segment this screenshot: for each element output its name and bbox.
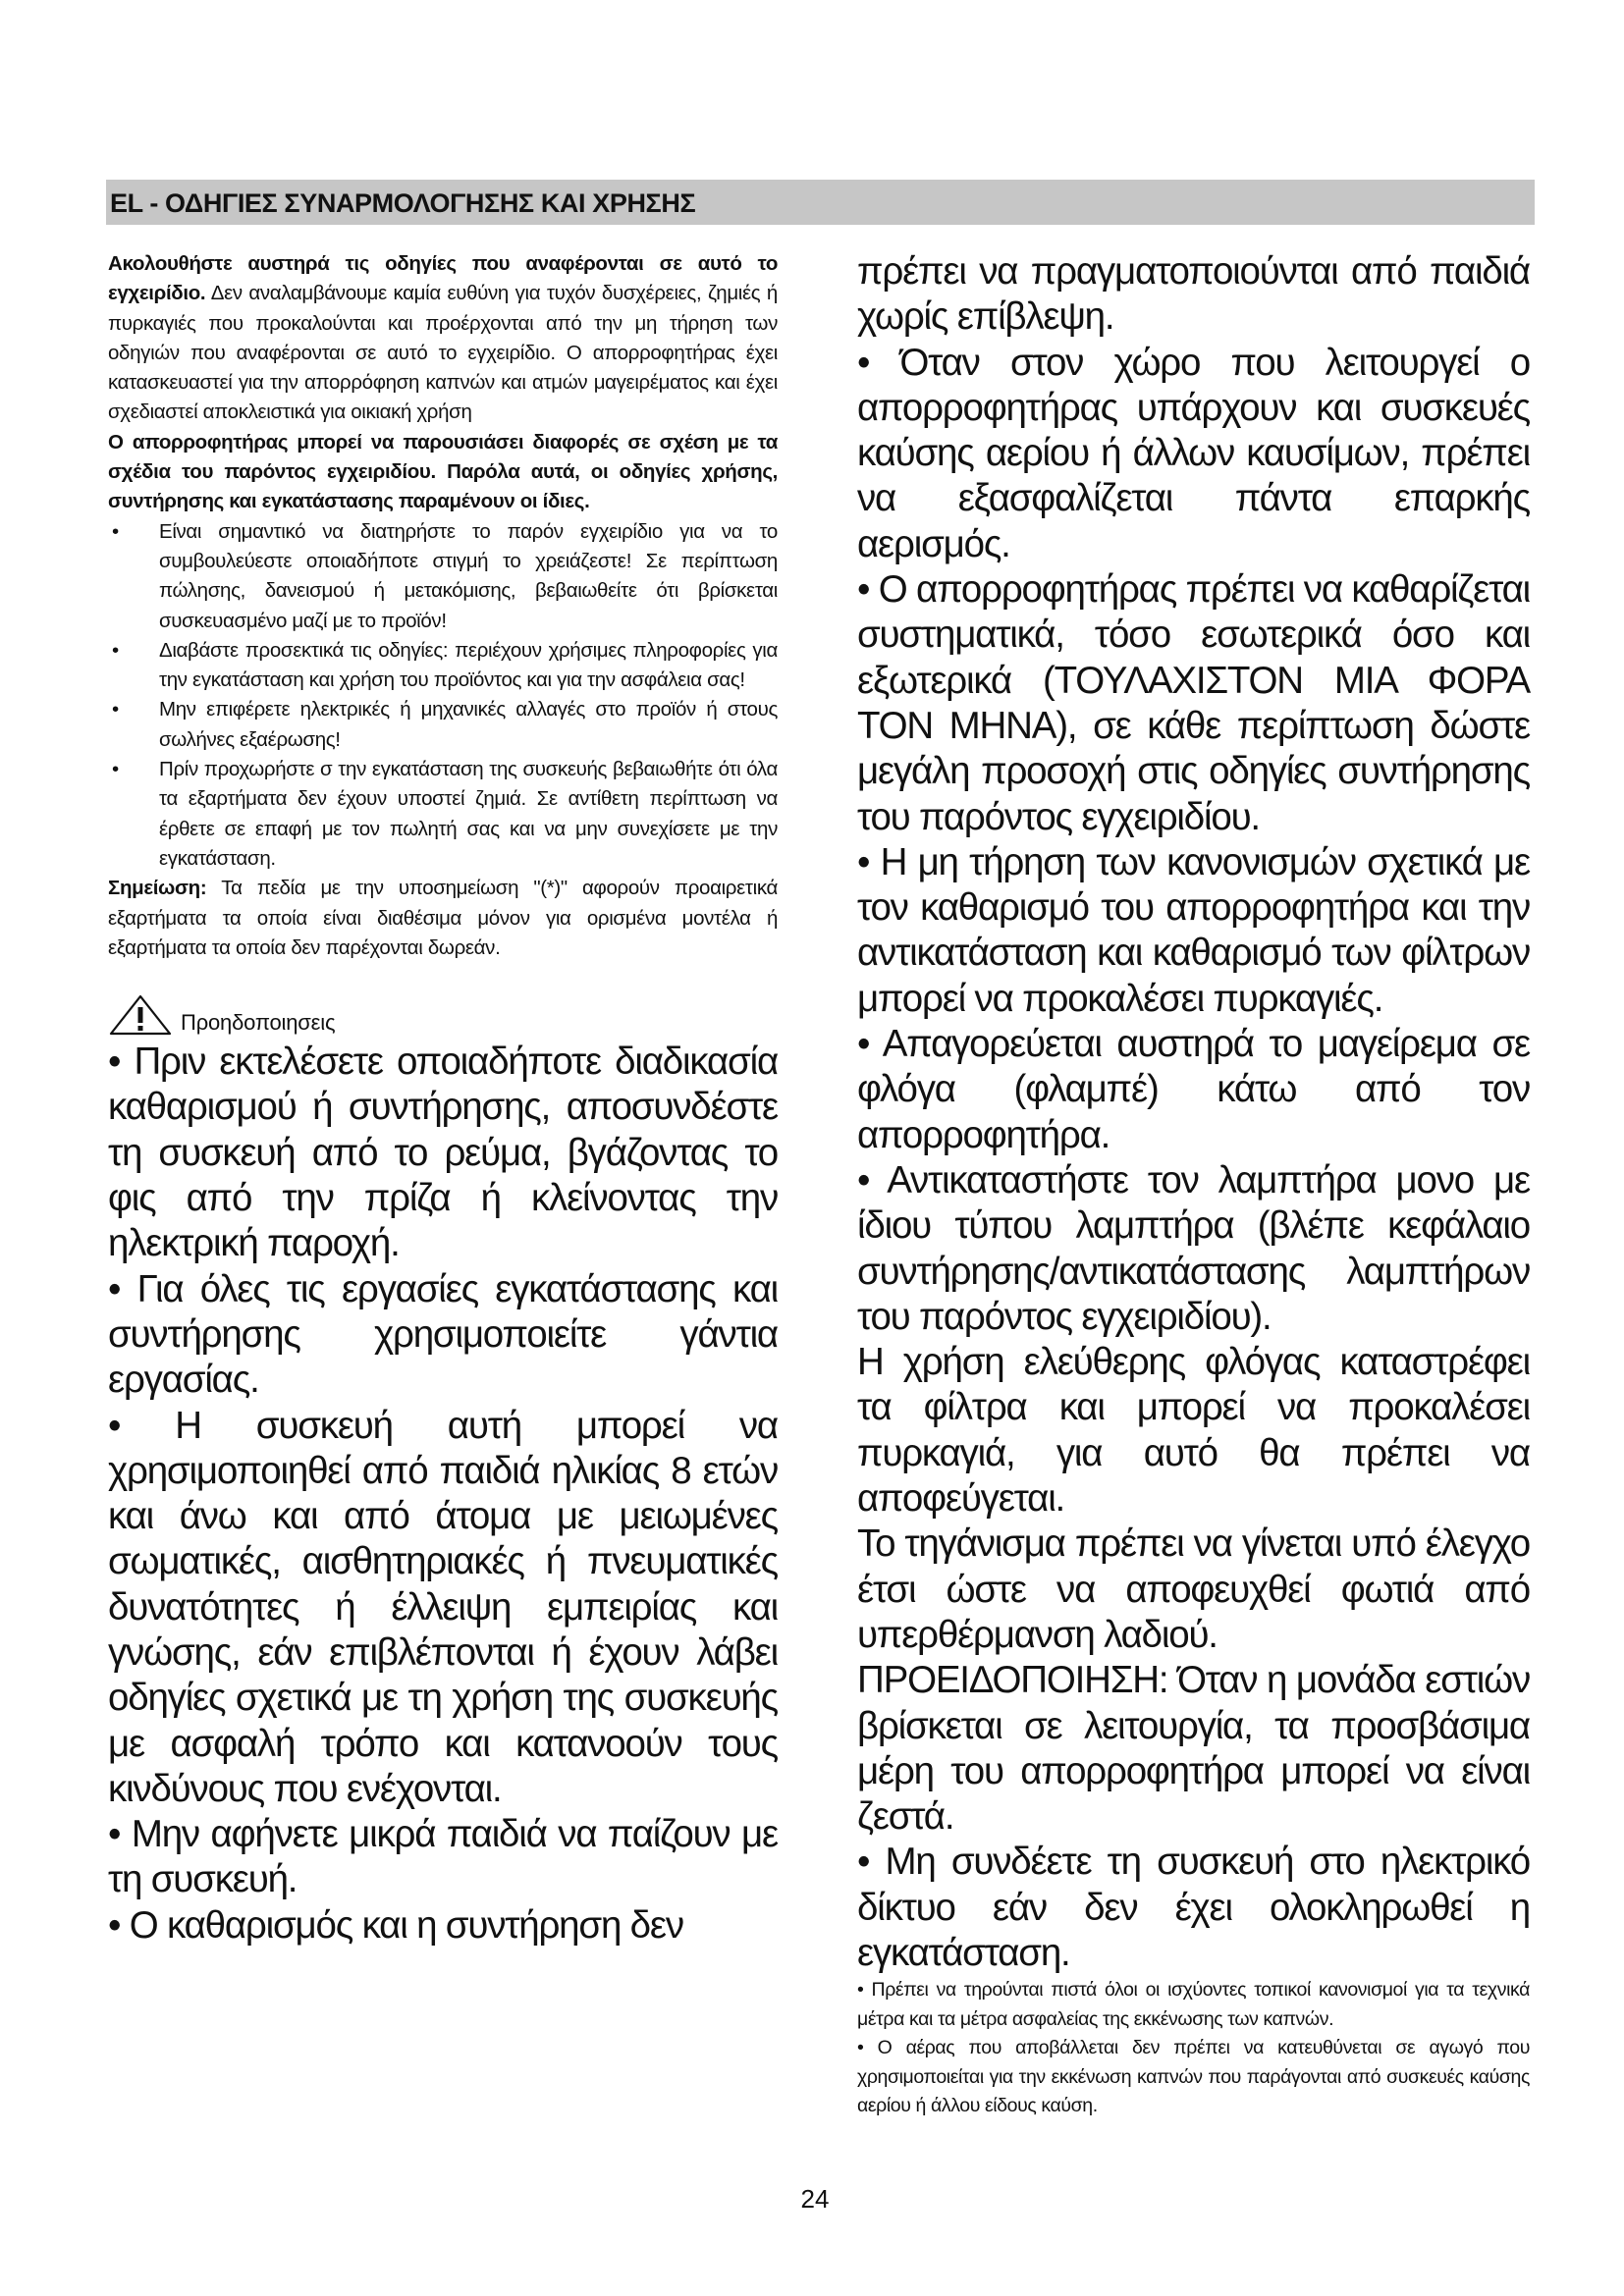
note-paragraph: [108, 874, 778, 963]
warnings-heading-text: Προηδοποιησεις: [181, 1010, 336, 1036]
intro-bold-text: Ακολουθήστε αυστηρά τις οδηγίες που αναφέρονται σε αυτό το εγχειρίδιο.: [108, 252, 778, 305]
section-title: EL - ΟΔΗΓΙΕΣ ΣΥΝΑΡΜΟΛΟΓΗΣΗΣ ΚΑΙ ΧΡΗΣΗΣ: [110, 188, 696, 218]
intro-text: Δεν αναλαμβάνουμε καμία ευθύνη για τυχόν δυσχέρειες, ζημιές ή πυρκαγιές που προκαλούνται και προέρχονται από την μη τήρηση των οδηγιών που αναφέρονται σε αυτό το εγχειρίδιο. Ο απορροφητήρας έχει κατασκευαστεί για την απορρόφηση καπνών και ατμών μαγειρέματος και έχει σχεδιαστεί αποκλειστικά για οικιακή χρήση: [108, 282, 778, 424]
warning-paragraph: • Αντικαταστήστε τον λαμπτήρα μονο με ίδιου τύπου λαμπτήρα (βλέπε κεφάλαιο συντήρησης/αντικατάστασης λαμπτήρων του παρόντος εγχειριδίου).: [857, 1158, 1530, 1338]
regulation-paragraph: • Πρέπει να τηρούνται πιστά όλοι οι ισχύοντες τοπικοί κανονισμοί για τα τεχνικά μέτρα και τα μέτρα ασφαλείας της εκκένωσης των καπνών.: [857, 1979, 1530, 2030]
regulation-paragraph: • Ο αέρας που αποβάλλεται δεν πρέπει να κατευθύνεται σε αγωγό που χρησιμοποιείται για την εκκένωση καπνών που παράγονται από συσκευές καύσης αερίου ή άλλου είδους καύση.: [857, 2037, 1530, 2117]
warning-paragraph: • Μην αφήνετε μικρά παιδιά να παίζουν με τη συσκευή.: [108, 1813, 778, 1901]
warning-paragraph: • Ο καθαρισμός και η συντήρηση δεν: [108, 1903, 683, 1947]
warning-paragraph: • Όταν στον χώρο που λειτουργεί ο απορροφητήρας υπάρχουν και συσκευές καύσης αερίου ή άλλων καυσίμων, πρέπει να εξασφαλίζεται πάντα επαρκής αερισμός.: [857, 341, 1530, 565]
intro-paragraph-2: [108, 428, 778, 517]
warning-paragraph: • Μη συνδέετε τη συσκευή στο ηλεκτρικό δίκτυο εάν δεν έχει ολοκληρωθεί η εγκατάσταση.: [857, 1841, 1530, 1974]
intro-bold-notice: Ο απορροφητήρας μπορεί να παρουσιάσει διαφορές σε σχέση με τα σχέδια του παρόντος εγχειριδίου. Παρόλα αυτά, οι οδηγίες χρήσης, συντήρησης και εγκατάστασης παραμένουν οι ίδιες.: [108, 430, 778, 513]
right-column: [857, 249, 1530, 2121]
warning-paragraph: • Πριν εκτελέσετε οποιαδήποτε διαδικασία καθαρισμού ή συντήρησης, αποσυνδέστε τη συσκευή από το ρεύμα, βγάζοντας το φις από την πρίζα ή κλείνοντας την ηλεκτρική παροχή.: [108, 1041, 778, 1265]
note-label: Σημείωση:: [108, 877, 207, 900]
list-item: • Μην επιφέρετε ηλεκτρικές ή μηχανικές αλλαγές στο προϊόν ή στους σωλήνες εξαέρωσης!: [112, 698, 778, 751]
intro-paragraph-1: [108, 249, 778, 428]
warning-paragraph: Η χρήση ελεύθερης φλόγας καταστρέφει τα φίλτρα και μπορεί να προκαλέσει πυρκαγιά, για αυτό θα πρέπει να αποφεύγεται.: [857, 1341, 1530, 1521]
left-column: [108, 249, 778, 1949]
list-item: • Πρίν προχωρήστε σ την εγκατάσταση της συσκευής βεβαιωθήτε ότι όλα τα εξαρτήματα δεν έχουν υποστεί ζημιά. Σε αντίθετη περίπτωση να έρθετε σε επαφή με τον πωλητή σας και να μην συνεχίσετε με την εγκατάσταση.: [112, 758, 778, 870]
warning-paragraph: ΠΡΟΕΙΔΟΠΟΙΗΣΗ: Όταν η μονάδα εστιών βρίσκεται σε λειτουργία, τα προσβάσιμα μέρη του απορροφητήρα μπορεί να είναι ζεστά.: [857, 1659, 1530, 1839]
section-header: [106, 180, 1535, 225]
list-item: • Διαβάστε προσεκτικά τις οδηγίες: περιέχουν χρήσιμες πληροφορίες για την εγκατάσταση και χρήση του προϊόντος και για την ασφάλεια σας!: [112, 638, 778, 692]
warning-paragraph: • Απαγορεύεται αυστηρά το μαγείρεμα σε φλόγα (φλαμπέ) κάτω από τον απορροφητήρα.: [857, 1023, 1530, 1156]
warning-paragraph: • Ο απορροφητήρας πρέπει να καθαρίζεται συστηματικά, τόσο εσωτερικά όσο και εξωτερικά (ΤΟΥΛΑΧΙΣΤΟΝ ΜΙΑ ΦΟΡΑ ΤΟΝ ΜΗΝΑ), σε κάθε περίπτωση δώστε μεγάλη προσοχή στις οδηγίες συντήρησης του παρόντος εγχειριδίου.: [857, 568, 1530, 838]
warning-paragraph: Το τηγάνισμα πρέπει να γίνεται υπό έλεγχο έτσι ώστε να αποφευχθεί φωτιά από υπερθέρμανση λαδιού.: [857, 1522, 1530, 1656]
note-text: Τα πεδία με την υποσημείωση "(*)" αφορούν προαιρετικά εξαρτήματα τα οποία είναι διαθέσιμα μόνον για ορισμένα μοντέλα ή εξαρτήματα τα οποία δεν παρέχονται δωρεάν.: [108, 877, 778, 959]
list-item: • Είναι σημαντικό να διατηρήστε το παρόν εγχειρίδιο για να το συμβουλεύεστε οποιαδήποτε στιγμή το χρειάζεστε! Σε περίπτωση πώλησης, δανεισμού ή μετακόμισης, βεβαιωθείτε ότι βρίσκεται συσκευασμένο μαζί με το προϊόν!: [112, 519, 778, 632]
warning-triangle-icon: [108, 994, 173, 1036]
intro-bullet-list: [108, 517, 778, 875]
page-number: 24: [800, 2184, 830, 2214]
warning-paragraph: πρέπει να πραγματοποιούνται από παιδιά χωρίς επίβλεψη.: [857, 250, 1530, 339]
warning-paragraph: • Η συσκευή αυτή μπορεί να χρησιμοποιηθεί από παιδιά ηλικίας 8 ετών και άνω και από άτομα με μειωμένες σωματικές, αισθητηριακές ή πνευματικές δυνατότητες ή έλλειψη εμπειρίας και γνώσης, εάν επιβλέπονται ή έχουν λάβει οδηγίες σχετικά με τη χρήση της συσκευής με ασφαλή τρόπο και κατανοούν τους κινδύνους που ενέχονται.: [108, 1404, 778, 1810]
warning-paragraph: • Η μη τήρηση των κανονισμών σχετικά με τον καθαρισμό του απορροφητήρα και την αντικατάσταση και καθαρισμό των φίλτρων μπορεί να προκαλέσει πυρκαγιές.: [857, 840, 1530, 1020]
warning-paragraph: • Για όλες τις εργασίες εγκατάστασης και συντήρησης χρησιμοποιείτε γάντια εργασίας.: [108, 1267, 778, 1402]
warnings-heading: [108, 992, 778, 1036]
